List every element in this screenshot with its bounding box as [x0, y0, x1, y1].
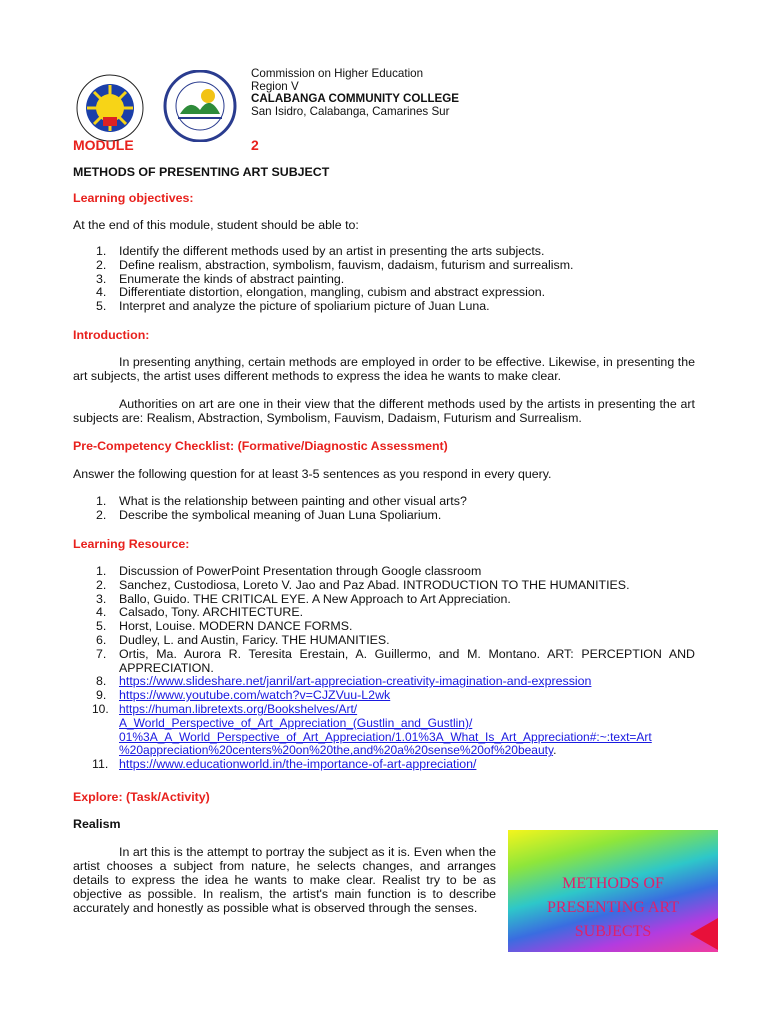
list-number: 1. [96, 564, 107, 578]
list-number: 10. [92, 701, 109, 716]
list-number: 4. [96, 605, 107, 620]
resources-list [73, 565, 695, 772]
module-label: MODULE [73, 137, 134, 153]
list-number: 2. [96, 257, 107, 272]
list-item [73, 259, 695, 273]
list-item [73, 606, 695, 620]
list-number: 6. [96, 632, 107, 647]
list-text: Identify the different methods used by an artist in presenting the arts subjects. [119, 244, 545, 258]
objectives-heading: Learning objectives: [73, 191, 194, 205]
list-item [73, 509, 695, 523]
list-text: Calsado, Tony. ARCHITECTURE. [119, 605, 304, 620]
header-college: CALABANGA COMMUNITY COLLEGE [251, 92, 460, 106]
list-number: 9. [96, 688, 107, 703]
resource-link[interactable]: https://www.educationworld.in/the-importance-of-art-appreciation/ [119, 757, 477, 772]
objectives-list [73, 245, 695, 314]
resource-link[interactable]: %20appreciation%20centers%20on%20the,and%20a%20sense%20of%20beauty [119, 743, 554, 758]
image-caption [508, 872, 718, 944]
precompetency-heading: Pre-Competency Checklist: (Formative/Diagnostic Assessment) [73, 439, 448, 453]
introduction-heading: Introduction: [73, 328, 150, 342]
list-number: 4. [96, 285, 107, 300]
resource-link[interactable]: https://www.youtube.com/watch?v=CJZVuu-L2wk [119, 688, 391, 703]
list-number: 3. [96, 591, 107, 606]
precompetency-list [73, 495, 695, 523]
link-tail: . [553, 743, 557, 758]
list-number: 2. [96, 507, 107, 522]
ccc-seal [160, 70, 240, 142]
list-number: 2. [96, 577, 107, 592]
list-number: 1. [96, 494, 107, 508]
module-number: 2 [251, 137, 259, 153]
objectives-intro: At the end of this module, student should be able to: [73, 218, 359, 232]
list-item [73, 565, 695, 579]
header-block [251, 68, 459, 118]
precompetency-intro: Answer the following question for at least 3-5 sentences as you respond in every query. [73, 467, 552, 481]
header-address: San Isidro, Calabanga, Camarines Sur [251, 104, 450, 118]
list-item [73, 245, 695, 259]
list-item [73, 273, 695, 287]
list-item [73, 703, 695, 758]
resource-link[interactable]: A_World_Perspective_of_Art_Appreciation_(Gustlin_and_Gustlin)/ [119, 715, 473, 730]
realism-subheading: Realism [73, 817, 121, 831]
list-text: What is the relationship between painting and other visual arts? [119, 494, 467, 508]
list-text: Dudley, L. and Austin, Faricy. THE HUMANITIES. [119, 632, 390, 647]
list-number: 7. [96, 646, 107, 661]
list-item [73, 648, 695, 676]
list-item [73, 593, 695, 607]
list-item [73, 286, 695, 300]
list-item [73, 758, 695, 772]
header-region: Region V [251, 79, 299, 93]
realism-paragraph: In art this is the attempt to portray the subject as it is. Even when the artist chooses a subject from nature, he selects changes, and arranges details to express the idea he wants to make clear. Realist try to be as objective as possible. In realism, the artist's main function is to describe accurately and honestly as possible what is observed through the senses. [73, 845, 496, 915]
list-number: 1. [96, 244, 107, 258]
list-text: Define realism, abstraction, symbolism, fauvism, dadaism, futurism and surrealism. [119, 257, 574, 272]
image-caption-line: SUBJECTS [574, 923, 652, 940]
list-item [73, 300, 695, 314]
ched-seal [70, 73, 158, 143]
list-number: 8. [96, 674, 107, 689]
list-number: 5. [96, 619, 107, 634]
list-text: Ortis, Ma. Aurora R. Teresita Erestain, A. Guillermo, and M. Montano. ART: PERCEPTION AND APPRECIATION. [119, 646, 695, 675]
resource-link[interactable]: 01%3A_A_World_Perspective_of_Art_Appreciation/1.01%3A_What_Is_Art_Appreciation#:~:text=Art [119, 729, 652, 744]
methods-cover-image [508, 830, 718, 952]
list-item [73, 675, 695, 689]
list-item [73, 689, 695, 703]
list-text: Sanchez, Custodiosa, Loreto V. Jao and Paz Abad. INTRODUCTION TO THE HUMANITIES. [119, 577, 630, 592]
list-text: Describe the symbolical meaning of Juan Luna Spoliarium. [119, 507, 442, 522]
list-text: Discussion of PowerPoint Presentation through Google classroom [119, 564, 482, 578]
list-item [73, 579, 695, 593]
list-text: Horst, Louise. MODERN DANCE FORMS. [119, 619, 353, 634]
header-commission: Commission on Higher Education [251, 67, 424, 80]
list-text: Differentiate distortion, elongation, mangling, cubism and abstract expression. [119, 285, 546, 300]
list-text: Interpret and analyze the picture of spoliarium picture of Juan Luna. [119, 299, 490, 314]
list-item [73, 620, 695, 634]
image-caption-line: PRESENTING ART [547, 899, 679, 916]
resource-link[interactable]: https://human.libretexts.org/Bookshelves/Art/ [119, 701, 358, 716]
explore-heading: Explore: (Task/Activity) [73, 790, 210, 804]
list-text: Enumerate the kinds of abstract painting. [119, 271, 345, 286]
list-number: 5. [96, 299, 107, 314]
list-item [73, 495, 695, 509]
resources-heading: Learning Resource: [73, 537, 190, 551]
list-number: 3. [96, 271, 107, 286]
image-caption-line: METHODS OF [562, 875, 664, 892]
introduction-paragraph-1: In presenting anything, certain methods are employed in order to be effective. Likewise, in presenting the art subjects, the artist uses different methods to express the idea he wants to make clear. [73, 355, 695, 383]
list-text: Ballo, Guido. THE CRITICAL EYE. A New Approach to Art Appreciation. [119, 591, 511, 606]
list-item [73, 634, 695, 648]
resource-link[interactable]: https://www.slideshare.net/janril/art-appreciation-creativity-imagination-and-expression [119, 674, 592, 689]
page-title: METHODS OF PRESENTING ART SUBJECT [73, 165, 330, 179]
introduction-paragraph-2: Authorities on art are one in their view that the different methods used by the artists in presenting the art subjects are: Realism, Abstraction, Symbolism, Fauvism, Dadaism, Futurism and Surrealism. [73, 397, 695, 425]
list-number: 11. [92, 757, 109, 772]
